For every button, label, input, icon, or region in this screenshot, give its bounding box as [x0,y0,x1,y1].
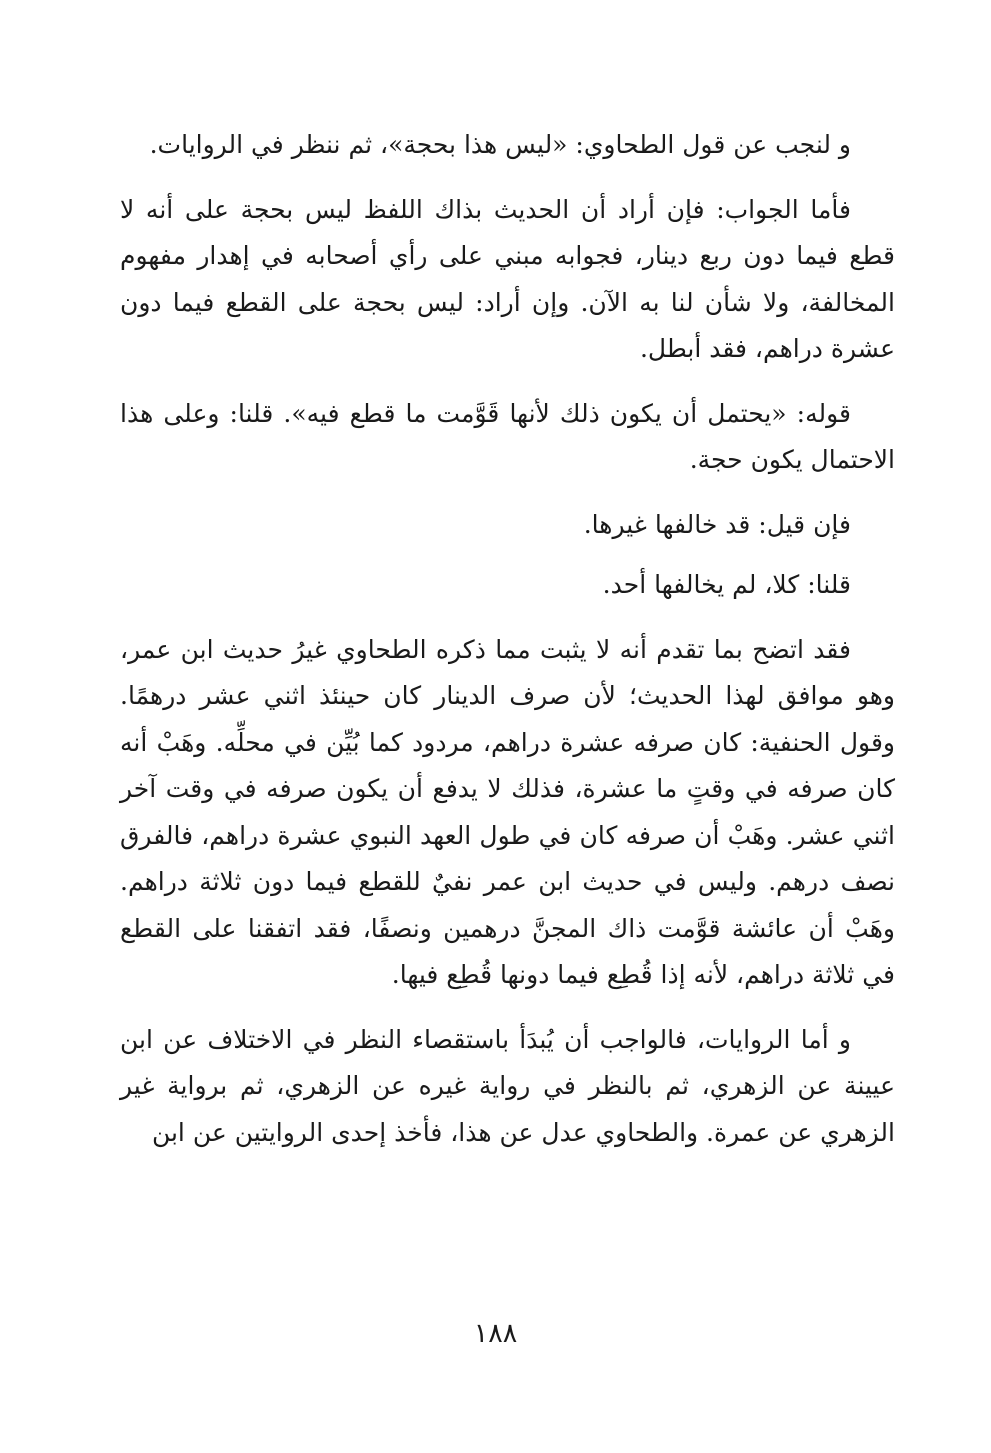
page-number: ١٨٨ [473,1318,518,1349]
paragraph-objection: فإن قيل: قد خالفها غيرها. [583,509,851,539]
paragraph-answer: فأما الجواب: فإن أراد أن الحديث بذاك اللفظ ليس بحجة على أنه لا قطع فيما دون ربع دينار، فجوابه مبني على رأي أصحابه في إهدار مفهوم المخالفة، ولا شأن لنا به الآن. وإن أراد: ليس بحجة على القطع فيما دون عشرة دراهم، فقد أبطل. [120,194,895,363]
body-text [120,122,895,1174]
paragraph-narrations: و أما الروايات، فالواجب أن يُبدَأ باستقصاء النظر في الاختلاف عن ابن عيينة عن الزهري، ثم بالنظر في رواية غيره عن الزهري، ثم برواية غير الزهري عن عمرة. والطحاوي عدل عن هذا، فأخذ إحدى الروايتين عن ابن [120,1024,895,1147]
paragraph-conclusion: فقد اتضح بما تقدم أنه لا يثبت مما ذكره الطحاوي غيرُ حديث ابن عمر، وهو موافق لهذا الحديث؛ لأن صرف الدينار كان حينئذ اثني عشر درهمًا. وقول الحنفية: كان صرفه عشرة دراهم، مردود كما بُيِّن في محلِّه. وهَبْ أنه كان صرفه في وقتٍ ما عشرة، فذلك لا يدفع أن يكون صرفه في وقت آخر اثني عشر. وهَبْ أن صرفه كان في طول العهد النبوي عشرة دراهم، فالفرق نصف درهم. وليس في حديث ابن عمر نفيٌ للقطع فيما دون ثلاثة دراهم. وهَبْ أن عائشة قوَّمت ذاك المجنَّ درهمين ونصفًا، فقد اتفقنا على القطع في ثلاثة دراهم، لأنه إذا قُطِع فيما دونها قُطِع فيها. [120,634,895,989]
paragraph-intro: و لنجب عن قول الطحاوي: «ليس هذا بحجة»، ثم ننظر في الروايات. [149,130,851,159]
paragraph-statement: قوله: «يحتمل أن يكون ذلك لأنها قَوَّمت ما قطع فيه». قلنا: وعلى هذا الاحتمال يكون حجة. [120,398,895,474]
paragraph-reply: قلنا: كلا، لم يخالفها أحد. [602,570,851,599]
